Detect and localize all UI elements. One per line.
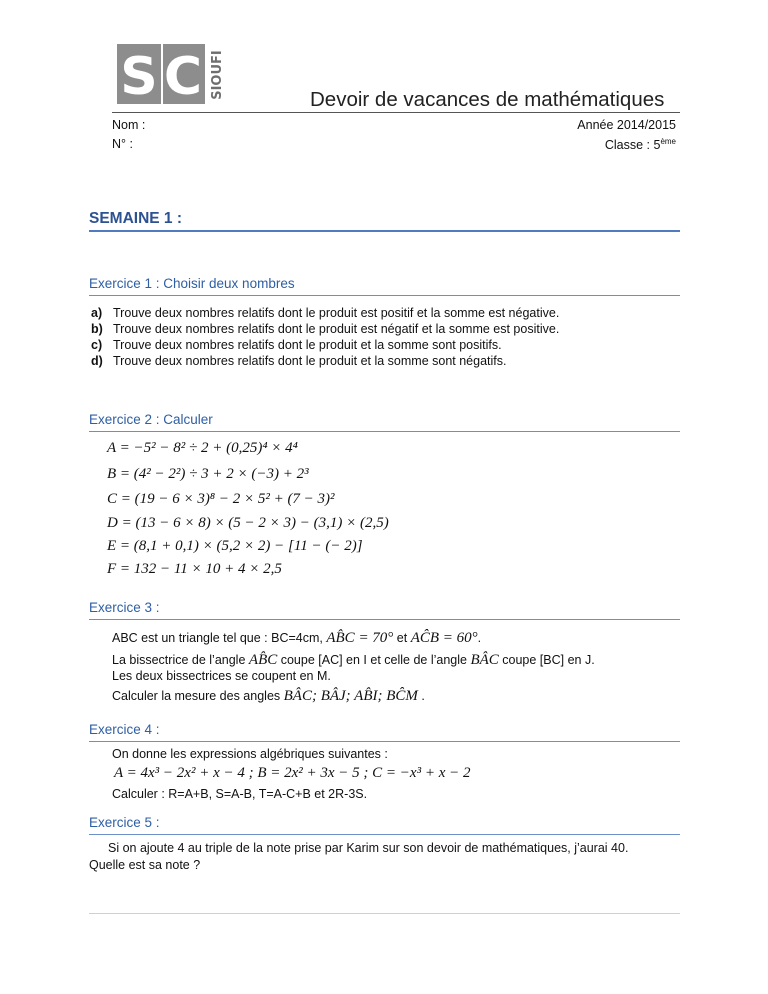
exercise-4-task: Calculer : R=A+B, S=A-B, T=A-C+B et 2R-3S. (112, 787, 368, 801)
exercise-3-title: Exercice 3 : (89, 600, 160, 615)
expression-f: F = 132 − 11 × 10 + 4 × 2,5 (107, 561, 282, 577)
exercise-5-divider (89, 834, 680, 835)
document-title: Devoir de vacances de mathématiques (310, 88, 665, 111)
expression-c: C = (19 − 6 × 3)⁸ − 2 × 5² + (7 − 3)² (107, 491, 335, 507)
school-year: Année 2014/2015 (577, 118, 676, 132)
svg-text:S: S (120, 47, 158, 106)
exercise-4-divider (89, 741, 680, 742)
exercise-3-divider (89, 619, 680, 620)
exercise-4-intro: On donne les expressions algébriques suivantes : (112, 747, 388, 761)
exercise-2-divider (89, 431, 680, 432)
exercise-3-line-2: La bissectrice de l’angle AB̂C coupe [AC] en I et celle de l’angle BÂC coupe [BC] en J. (112, 652, 595, 668)
exercise-4-title: Exercice 4 : (89, 722, 160, 737)
list-item: a) Trouve deux nombres relatifs dont le produit est positif et la somme est négative. (91, 306, 560, 320)
number-label: N° : (112, 137, 133, 151)
expression-e: E = (8,1 + 0,1) × (5,2 × 2) − [11 − (− 2)] (107, 538, 363, 554)
list-item: d) Trouve deux nombres relatifs dont le produit et la somme sont négatifs. (91, 354, 507, 368)
list-item: b) Trouve deux nombres relatifs dont le produit est négatif et la somme est positive. (91, 322, 560, 336)
exercise-5-line-1: Si on ajoute 4 au triple de la note prise par Karim sur son devoir de mathématiques, j’aurai 40. (108, 841, 629, 855)
exercise-2-title: Exercice 2 : Calculer (89, 412, 213, 427)
exercise-3-line-3: Les deux bissectrices se coupent en M. (112, 669, 331, 683)
svg-text:SIOUFI: SIOUFI (210, 50, 225, 100)
expression-b: B = (4² − 2²) ÷ 3 + 2 × (−3) + 2³ (107, 466, 309, 482)
exercise-5-line-2: Quelle est sa note ? (89, 858, 201, 872)
exercise-3-line-4: Calculer la mesure des angles BÂC; BÂJ; AB̂I; BĈM . (112, 688, 425, 704)
exercise-5-title: Exercice 5 : (89, 815, 160, 830)
expression-d: D = (13 − 6 × 8) × (5 − 2 × 3) − (3,1) × (2,5) (107, 515, 389, 531)
exercise-1-title: Exercice 1 : Choisir deux nombres (89, 276, 295, 291)
week-heading: SEMAINE 1 : (89, 210, 183, 227)
name-label: Nom : (112, 118, 146, 132)
list-item: c) Trouve deux nombres relatifs dont le produit et la somme sont positifs. (91, 338, 502, 352)
exercise-1-divider (89, 295, 680, 296)
expression-a: A = −5² − 8² ÷ 2 + (0,25)⁴ × 4⁴ (107, 440, 298, 456)
footer-divider (89, 913, 680, 914)
exercise-4-expressions: A = 4x³ − 2x² + x − 4 ; B = 2x² + 3x − 5 ; C = −x³ + x − 2 (114, 765, 471, 781)
svg-text:C: C (163, 47, 203, 106)
week-divider (89, 230, 680, 232)
exercise-3-line-1: ABC est un triangle tel que : BC=4cm, AB̂C = 70° et AĈB = 60°. (112, 630, 482, 646)
exercise-1-list (91, 305, 559, 369)
class-label: Classe : 5ème (604, 137, 676, 153)
school-logo-icon (117, 44, 225, 106)
header-divider (112, 112, 680, 113)
